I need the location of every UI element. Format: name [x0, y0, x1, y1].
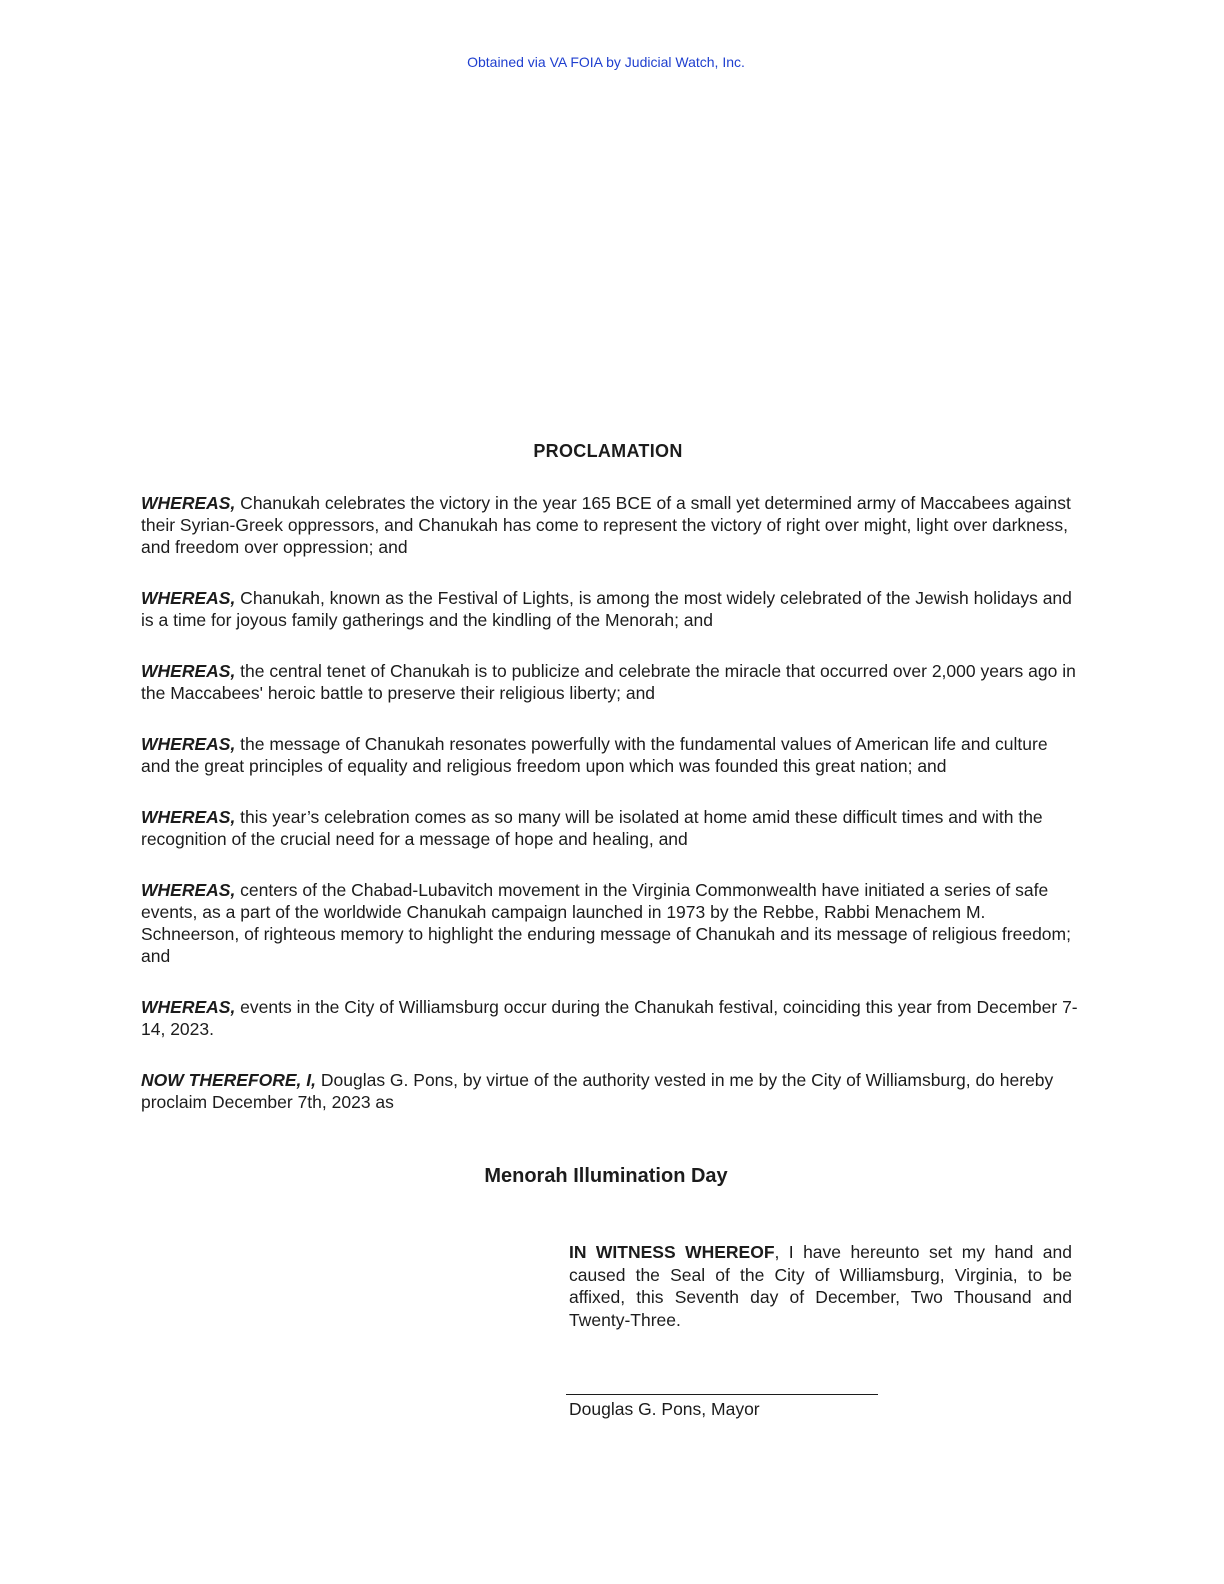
paragraph-keyword: WHEREAS,	[141, 807, 236, 827]
paragraph-text: Chanukah celebrates the victory in the year 165 BCE of a small yet determined army of Maccabees against their Syrian-Greek oppressors, and Chanukah has come to represent the victory of right over might, light over darkness, and freedom over oppression; and	[141, 493, 1071, 557]
whereas-paragraph-3	[141, 660, 1081, 704]
signature-line	[566, 1394, 878, 1395]
whereas-paragraph-7	[141, 996, 1081, 1040]
witness-clause	[569, 1241, 1072, 1331]
proclamation-body	[141, 492, 1081, 1142]
paragraph-keyword: NOW THEREFORE, I,	[141, 1070, 316, 1090]
paragraph-keyword: WHEREAS,	[141, 493, 236, 513]
whereas-paragraph-4	[141, 733, 1081, 777]
whereas-paragraph-6	[141, 879, 1081, 967]
paragraph-keyword: WHEREAS,	[141, 880, 236, 900]
paragraph-text: the central tenet of Chanukah is to publicize and celebrate the miracle that occurred over 2,000 years ago in the Maccabees' heroic battle to preserve their religious liberty; and	[141, 661, 1076, 703]
witness-text: , I have hereunto set my hand and caused the Seal of the City of Williamsburg, Virginia, to be affixed, this Seventh day of December, Two Thousand and Twenty-Three.	[569, 1242, 1073, 1330]
document-title: PROCLAMATION	[533, 441, 683, 461]
whereas-paragraph-5	[141, 806, 1081, 850]
paragraph-text: this year’s celebration comes as so many will be isolated at home amid these difficult times and with the recognition of the crucial need for a message of hope and healing, and	[141, 807, 1043, 849]
now-therefore-paragraph	[141, 1069, 1081, 1113]
whereas-paragraph-1	[141, 492, 1081, 558]
paragraph-text: Douglas G. Pons, by virtue of the authority vested in me by the City of Williamsburg, do hereby proclaim December 7th, 2023 as	[141, 1070, 1054, 1112]
paragraph-text: events in the City of Williamsburg occur during the Chanukah festival, coinciding this year from December 7-14, 2023.	[141, 997, 1078, 1039]
paragraph-text: centers of the Chabad-Lubavitch movement in the Virginia Commonwealth have initiated a series of safe events, as a part of the worldwide Chanukah campaign launched in 1973 by the Rebbe, Rabbi Menachem M. Schneerson, of righteous memory to highlight the enduring message of Chanukah and its message of religious freedom; and	[141, 880, 1071, 966]
paragraph-text: the message of Chanukah resonates powerfully with the fundamental values of American life and culture and the great principles of equality and religious freedom upon which was founded this great nation; and	[141, 734, 1048, 776]
whereas-paragraph-2	[141, 587, 1081, 631]
paragraph-keyword: WHEREAS,	[141, 588, 236, 608]
signatory-name: Douglas G. Pons, Mayor	[569, 1399, 760, 1419]
paragraph-keyword: WHEREAS,	[141, 997, 236, 1017]
foia-watermark: Obtained via VA FOIA by Judicial Watch, Inc.	[467, 54, 745, 70]
paragraph-text: Chanukah, known as the Festival of Lights, is among the most widely celebrated of the Jewish holidays and is a time for joyous family gatherings and the kindling of the Menorah; and	[141, 588, 1072, 630]
paragraph-keyword: WHEREAS,	[141, 661, 236, 681]
proclaimed-day-title: Menorah Illumination Day	[484, 1165, 728, 1187]
witness-keyword: IN WITNESS WHEREOF	[569, 1242, 775, 1262]
paragraph-keyword: WHEREAS,	[141, 734, 236, 754]
